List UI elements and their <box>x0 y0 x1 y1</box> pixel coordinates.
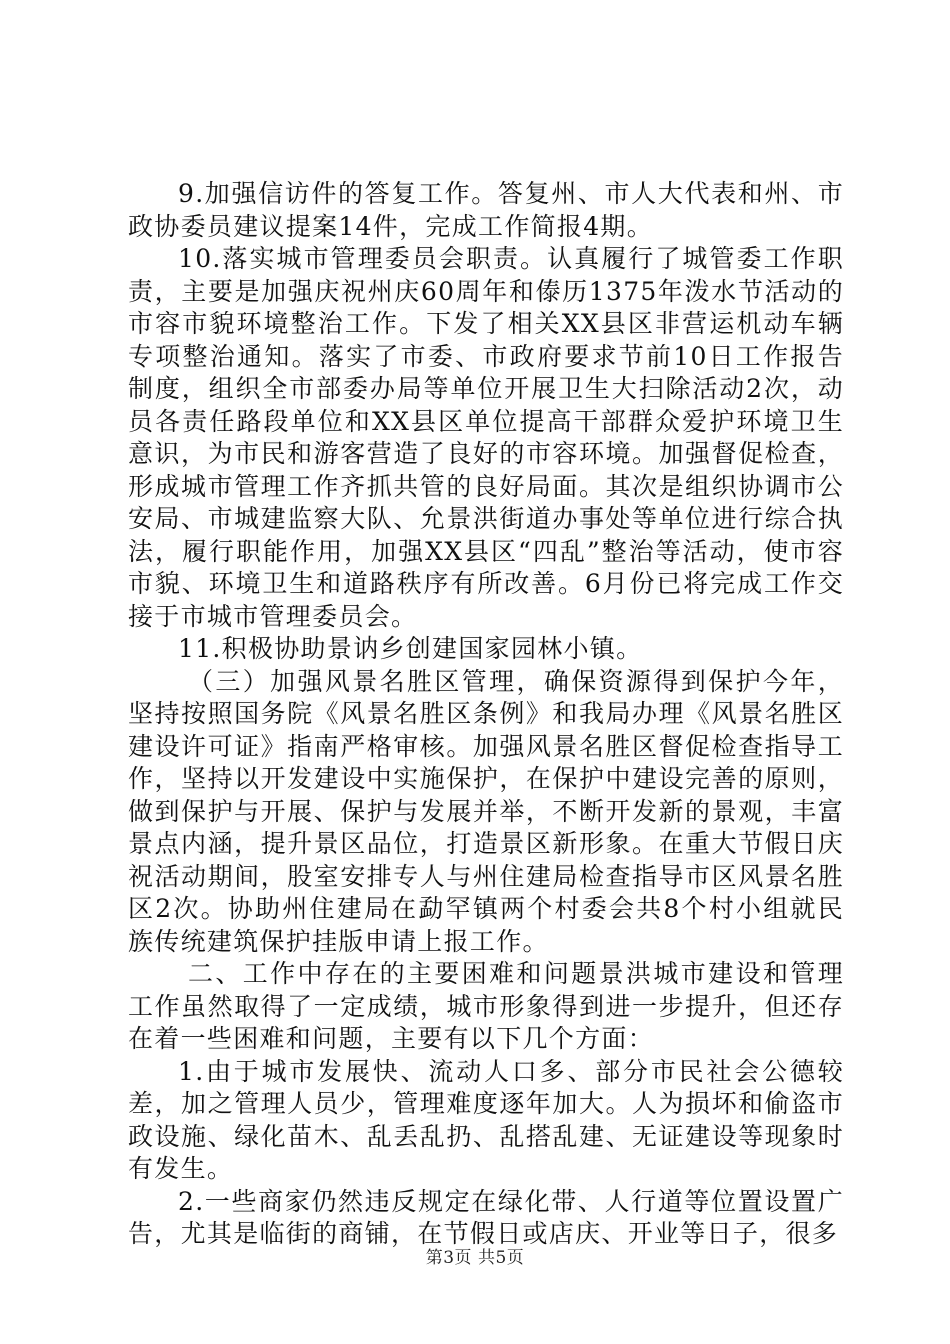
paragraph-problem-2: 2.一些商家仍然违反规定在绿化带、人行道等位置设置广告，尤其是临街的商铺，在节假日或店庆、开业等日子，很多 <box>128 1186 844 1248</box>
page-number-footer: 第3页 共5页 <box>425 1248 525 1268</box>
document-body <box>128 178 844 1251</box>
paragraph-section-3: （三）加强风景名胜区管理，确保资源得到保护今年，坚持按照国务院《风景名胜区条例》和我局办理《风景名胜区建设许可证》指南严格审核。加强风景名胜区督促检查指导工作，坚持以开发建设中实施保护，在保护中建设完善的原则，做到保护与开展、保护与发展并举，不断开发新的景观，丰富景点内涵，提升景区品位，打造景区新形象。在重大节假日庆祝活动期间，股室安排专人与州住建局检查指导市区风景名胜区2次。协助州住建局在勐罕镇两个村委会共8个村小组就民族传统建筑保护挂版申请上报工作。 <box>128 666 844 956</box>
paragraph-problem-1: 1.由于城市发展快、流动人口多、部分市民社会公德较差，加之管理人员少，管理难度逐年加大。人为损坏和偷盗市政设施、绿化苗木、乱丢乱扔、乱搭乱建、无证建设等现象时有发生。 <box>128 1056 844 1183</box>
paragraph-item-11: 11.积极协助景讷乡创建国家园林小镇。 <box>178 634 643 663</box>
paragraph-item-10: 10.落实城市管理委员会职责。认真履行了城管委工作职责，主要是加强庆祝州庆60周年和傣历1375年泼水节活动的市容市貌环境整治工作。下发了相关XX县区非营运机动车辆专项整治通知。落实了市委、市政府要求节前10日工作报告制度，组织全市部委办局等单位开展卫生大扫除活动2次，动员各责任路段单位和XX县区单位提高干部群众爱护环境卫生意识，为市民和游客营造了良好的市容环境。加强督促检查，形成城市管理工作齐抓共管的良好局面。其次是组织协调市公安局、市城建监察大队、允景洪街道办事处等单位进行综合执法，履行职能作用，加强XX县区“四乱”整治等活动，使市容市貌、环境卫生和道路秩序有所改善。6月份已将完成工作交接于市城市管理委员会。 <box>128 244 844 631</box>
paragraph-item-9: 9.加强信访件的答复工作。答复州、市人大代表和州、市政协委员建议提案14件，完成工作简报4期。 <box>128 179 844 241</box>
paragraph-section-problems: 二、工作中存在的主要困难和问题景洪城市建设和管理工作虽然取得了一定成绩，城市形象得到进一步提升，但还存在着一些困难和问题，主要有以下几个方面： <box>128 959 844 1053</box>
